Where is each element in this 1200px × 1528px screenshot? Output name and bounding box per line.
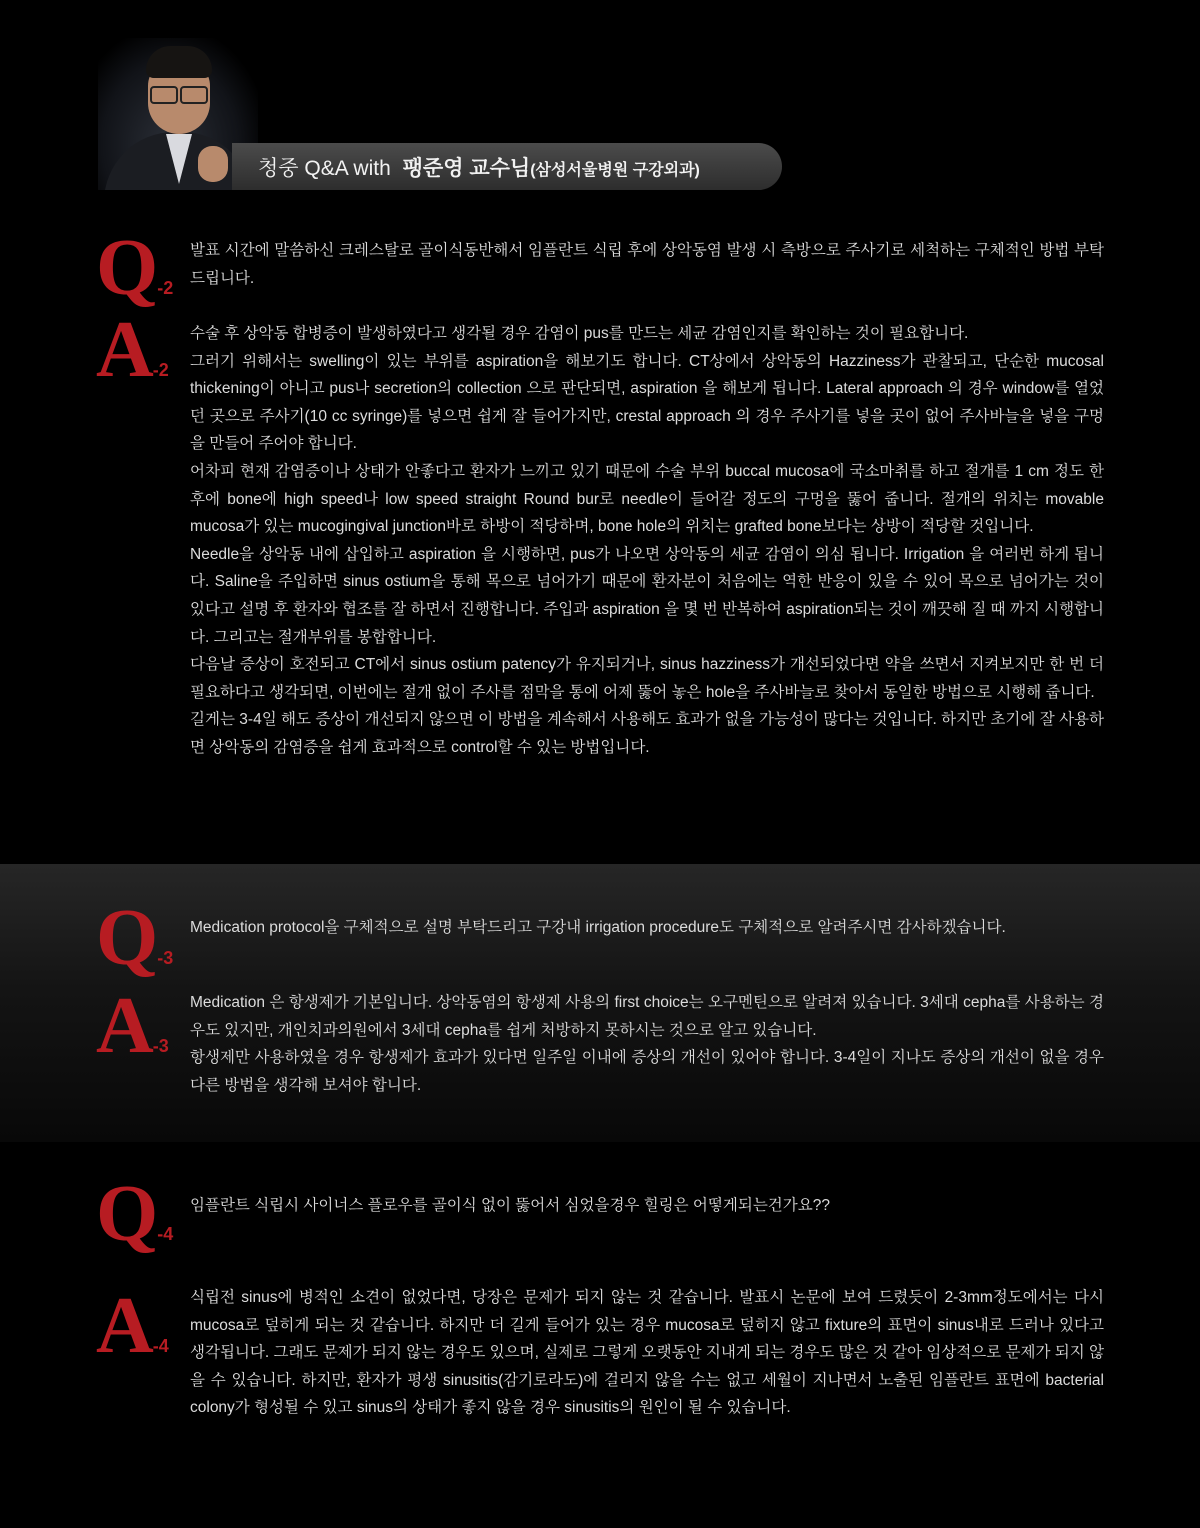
answer-text-2 [190,320,1104,762]
answer-mark-4: A-4 [96,1282,169,1370]
answer-paragraph: 그러기 위해서는 swelling이 있는 부위를 aspiration을 해보기도 합니다. CT상에서 상악동의 Hazziness가 관찰되고, 단순한 mucosal thickening이 아니고 pus나 secretion의 collection 으로 판단되면, aspiration 을 해보게 됩니다. Lateral approach 의 경우 window를 열었던 곳으로 주사기(10 cc syringe)를 넣으면 쉽게 잘 들어가지만, crestal approach 의 경우 주사기를 넣을 곳이 없어 주사바늘을 넣을 구멍을 만들어 주어야 합니다. [190,352,1104,453]
speaker-affiliation: (삼성서울병원 구강외과) [530,161,700,179]
title-bar [232,143,782,190]
answer-paragraph: 식립전 sinus에 병적인 소견이 없었다면, 당장은 문제가 되지 않는 것 같습니다. 발표시 논문에 보여 드렸듯이 2-3mm정도에서는 다시 mucosa로 덮히게 되는 것 같습니다. 하지만 더 길게 들어가 있는 경우 mucosa로 덮히지 않고 fixture의 표면이 sinus내로 드러나 있다고 생각됩니다. 그래도 문제가 되지 않는 경우도 있으며, 실제로 그렇게 오랫동안 지내게 되는 경우도 많은 것 같아 임상적으로 문제가 되지 않을 수 있습니다. 하지만, 환자가 평생 sinusitis(감기로라도)에 걸리지 않을 수는 없고 세월이 지나면서 노출된 임플란트 표면에 bacterial colony가 형성될 수 있고 sinus의 상태가 좋지 않을 경우 sinusitis의 원인이 될 수 있습니다. [190,1289,1104,1417]
answer-paragraph: 길게는 3-4일 해도 증상이 개선되지 않으면 이 방법을 계속해서 사용해도 효과가 없을 가능성이 많다는 것입니다. 하지만 초기에 잘 사용하면 상악동의 감염증을 쉽게 효과적으로 control할 수 있는 방법입니다. [190,711,1104,756]
answer-paragraph: 다음날 증상이 호전되고 CT에서 sinus ostium patency가 유지되거나, sinus hazziness가 개선되었다면 약을 쓰면서 지켜보지만 한 번 더 필요하다고 생각되면, 이번에는 절개 없이 주사를 점막을 통에 어제 뚫어 놓은 hole을 주사바늘로 찾아서 동일한 방법으로 시행해 줍니다. [190,656,1104,701]
answer-text-3 [190,989,1104,1099]
question-text-3: Medication protocol을 구체적으로 설명 부탁드리고 구강내 irrigation procedure도 구체적으로 알려주시면 감사하겠습니다. [190,919,1006,936]
answer-paragraph: Medication 은 항생제가 기본입니다. 상악동염의 항생제 사용의 first choice는 오구멘틴으로 알려져 있습니다. 3세대 cepha를 사용하는 경우도 있지만, 개인치과의원에서 3세대 cepha를 쉽게 처방하지 못하시는 것으로 알고 있습니다. [190,994,1104,1039]
question-mark-4: Q-4 [96,1170,174,1258]
question-mark-3: Q-3 [96,894,174,982]
question-text-4: 임플란트 식립시 사이너스 플로우를 골이식 없이 뚫어서 심었을경우 힐링은 어떻게되는건가요?? [190,1197,830,1214]
answer-paragraph: Needle을 상악동 내에 삽입하고 aspiration 을 시행하면, pus가 나오면 상악동의 세균 감염이 의심 됩니다. Irrigation 을 여러번 하게 됩니다. Saline을 주입하면 sinus ostium을 통해 목으로 넘어가기 때문에 환자분이 처음에는 역한 반응이 있을 수 있어 목으로 넘어가는 것이 있다고 설명 후 환자와 협조를 잘 하면서 진행합니다. 주입과 aspiration 을 몇 번 반복하여 aspiration되는 것이 깨끗해 질 때 까지 시행합니다. 그리고는 절개부위를 봉합합니다. [190,545,1104,646]
page-title [258,152,700,182]
answer-paragraph: 수술 후 상악동 합병증이 발생하였다고 생각될 경우 감염이 pus를 만드는 세균 감염인지를 확인하는 것이 필요합니다. [190,325,969,342]
answer-mark-3: A-3 [96,982,169,1070]
answer-paragraph: 항생제만 사용하였을 경우 항생제가 효과가 있다면 일주일 이내에 증상의 개선이 있어야 합니다. 3-4일이 지나도 증상의 개선이 없을 경우 다른 방법을 생각해 보셔야 합니다. [190,1049,1104,1094]
question-mark-2: Q-2 [96,224,174,312]
title-prefix: 청중 Q&A with [258,156,391,180]
answer-mark-2: A-2 [96,306,169,394]
answer-text-4 [190,1284,1104,1422]
speaker-name: 팽준영 교수님 [402,156,531,180]
question-text-2: 발표 시간에 말씀하신 크레스탈로 골이식동반해서 임플란트 식립 후에 상악동염 발생 시 측방으로 주사기로 세척하는 구체적인 방법 부탁드립니다. [190,242,1104,287]
answer-paragraph: 어차피 현재 감염증이나 상태가 안좋다고 환자가 느끼고 있기 때문에 수술 부위 buccal mucosa에 국소마취를 하고 절개를 1 cm 정도 한 후에 bone에 high speed나 low speed straight Round bur로 needle이 들어갈 정도의 구멍을 뚫어 줍니다. 절개의 위치는 movable mucosa가 있는 mucogingival junction바로 하방이 적당하며, bone hole의 위치는 grafted bone보다는 상방이 적당할 것입니다. [190,462,1104,536]
header [0,0,1200,200]
